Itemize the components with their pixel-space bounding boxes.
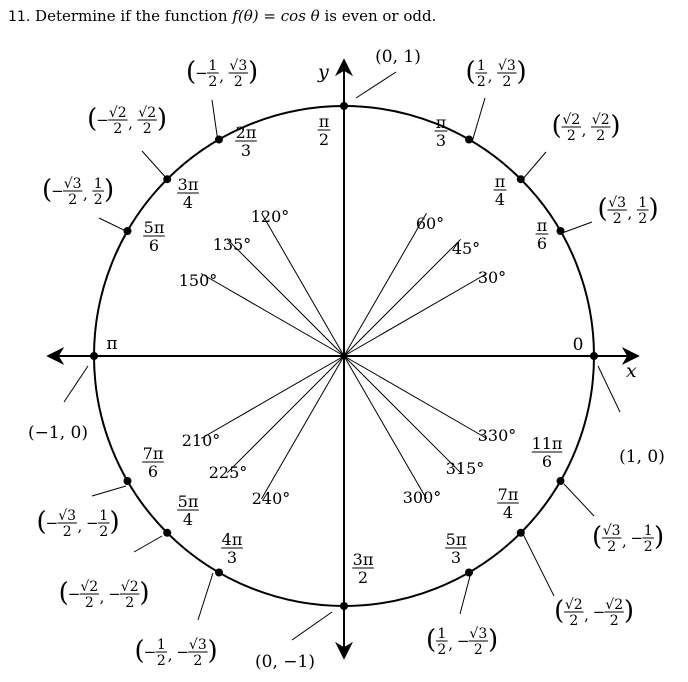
coord-label-330-frac-1-denominator: 2	[643, 539, 653, 555]
coord-label-150-frac-1-denominator: 2	[93, 192, 103, 208]
coord-label-225-comma: ,	[99, 588, 105, 606]
coord-label-330-frac-1-numerator: 1	[643, 523, 653, 539]
radian-label-315-numerator: 7π	[497, 485, 519, 504]
coord-label-45	[552, 111, 621, 144]
radian-label-150-numerator: 5π	[143, 218, 165, 237]
coord-label-45-open-paren: (	[551, 111, 562, 141]
point-0	[590, 352, 598, 360]
ray-240	[262, 356, 345, 499]
coord-label-210-frac-0	[57, 508, 76, 540]
radian-label-300	[445, 530, 467, 567]
problem-function: f(θ) = cos θ	[232, 7, 320, 25]
coord-label-135-frac-1-denominator: 2	[142, 121, 152, 137]
coord-label-330-comma: ,	[621, 532, 627, 550]
radian-label-90-numerator: π	[318, 112, 330, 131]
coord-label-150-close-paren: )	[104, 175, 115, 205]
ray-120	[262, 213, 345, 356]
coord-label-330-frac-1	[642, 523, 654, 555]
radian-label-45-denominator: 4	[494, 190, 506, 209]
radian-label-225-denominator: 4	[182, 510, 194, 529]
coord-label-180: (−1, 0)	[28, 423, 88, 443]
coord-label-135-frac-0	[108, 105, 127, 137]
coord-label-330-frac-0-numerator: √3	[602, 523, 621, 539]
coord-label-135-comma: ,	[128, 114, 133, 132]
coord-label-315-open-paren: (	[554, 596, 565, 626]
radian-label-120	[235, 123, 257, 160]
coord-label-210-close-paren: )	[109, 507, 120, 537]
coord-label-225-minus-0: −	[67, 585, 81, 603]
coord-label-225-frac-1	[120, 579, 139, 611]
coord-label-300-close-paren: )	[488, 625, 499, 655]
point-225	[163, 529, 171, 537]
coord-label-330-close-paren: )	[654, 522, 665, 552]
coord-label-135-frac-0-numerator: √2	[108, 105, 127, 121]
coord-label-210-comma: ,	[77, 517, 83, 535]
radian-label-150-denominator: 6	[148, 236, 160, 255]
leader-line-300	[460, 576, 470, 614]
radian-label-60	[435, 113, 448, 150]
ray-60	[344, 213, 427, 356]
coord-label-210-frac-0-numerator: √3	[58, 508, 77, 524]
coord-label-120-frac-0-numerator: 1	[208, 58, 218, 74]
point-240	[215, 569, 223, 577]
coord-label-60-frac-0-numerator: 1	[476, 58, 486, 74]
degree-label-300: 300°	[402, 488, 442, 507]
leader-line-210	[92, 486, 126, 496]
radian-label-315	[497, 485, 519, 522]
radian-label-330-numerator: 11π	[531, 434, 563, 453]
radian-label-30-denominator: 6	[536, 234, 548, 253]
coord-label-30-frac-1-numerator: 1	[638, 195, 648, 211]
coord-label-300-open-paren: (	[425, 625, 437, 655]
coord-label-210	[36, 507, 119, 540]
point-300	[465, 569, 473, 577]
coord-label-150-minus-0: −	[51, 182, 64, 200]
coord-label-60-frac-0-denominator: 2	[476, 74, 486, 90]
coord-label-30-close-paren: )	[648, 194, 659, 224]
radian-label-45-numerator: π	[494, 172, 506, 191]
coord-label-45-comma: ,	[581, 121, 587, 139]
coord-label-150-frac-0-denominator: 2	[68, 192, 78, 208]
coord-label-315-frac-0-numerator: √2	[564, 597, 583, 613]
coord-label-210-frac-1-numerator: 1	[99, 508, 109, 524]
coord-label-300-frac-1-numerator: √3	[469, 626, 488, 642]
coord-label-240-frac-0	[155, 637, 167, 669]
point-150	[123, 227, 131, 235]
radian-label-120-numerator: 2π	[235, 123, 257, 142]
coord-label-300-frac-0-denominator: 2	[437, 642, 447, 658]
coord-label-300-frac-1-denominator: 2	[473, 642, 483, 658]
coord-label-150-frac-0	[63, 176, 82, 208]
degree-label-30: 30°	[477, 268, 507, 287]
radian-label-210-numerator: 7π	[142, 444, 164, 463]
degree-label-315: 315°	[445, 459, 485, 478]
coord-label-150-frac-1	[92, 176, 104, 208]
coord-label-30-frac-0	[607, 195, 626, 227]
leader-line-315	[522, 532, 554, 596]
coord-label-315	[554, 596, 634, 629]
x-axis-label: x	[626, 360, 637, 382]
coord-label-330	[592, 522, 664, 555]
coord-label-150-frac-1-numerator: 1	[93, 176, 103, 192]
coord-label-90: (0, 1)	[375, 47, 421, 67]
degree-label-225: 225°	[208, 463, 248, 482]
coord-label-315-close-paren: )	[623, 596, 635, 626]
coord-label-120-frac-0-denominator: 2	[208, 74, 218, 90]
ray-300	[344, 356, 427, 499]
ray-30	[344, 274, 487, 357]
leader-line-270	[292, 612, 332, 640]
coord-label-150-open-paren: (	[41, 175, 53, 205]
coord-label-315-frac-0	[564, 597, 583, 629]
coord-label-135-minus-0: −	[96, 111, 109, 129]
coord-label-30-comma: ,	[627, 204, 633, 222]
coord-label-225-frac-1-numerator: √2	[120, 579, 139, 595]
radian-label-45	[494, 172, 507, 209]
coord-label-45-frac-1	[591, 112, 610, 144]
coord-label-60-open-paren: (	[465, 57, 476, 87]
radian-label-240-denominator: 3	[226, 548, 238, 567]
coord-label-300-frac-0	[436, 626, 448, 658]
coord-label-120-comma: ,	[219, 67, 225, 85]
coord-label-240-open-paren: (	[134, 636, 145, 666]
coord-label-45-frac-0	[562, 112, 581, 144]
ray-150	[201, 274, 344, 357]
coord-label-210-frac-1	[98, 508, 110, 540]
leader-line-240	[198, 573, 213, 620]
radian-label-240	[221, 530, 243, 567]
coord-label-120-frac-0	[207, 58, 219, 90]
degree-label-60: 60°	[415, 214, 445, 233]
coord-label-30-frac-1-denominator: 2	[638, 211, 648, 227]
leader-line-330	[564, 484, 594, 516]
radian-label-135-numerator: 3π	[177, 175, 199, 194]
coord-label-210-minus-1: −	[86, 514, 99, 532]
coord-label-240	[134, 636, 217, 669]
radian-label-30-numerator: π	[536, 216, 548, 235]
leader-line-30	[562, 222, 592, 233]
degree-label-210: 210°	[181, 431, 221, 450]
leader-line-90	[356, 72, 396, 98]
coord-label-45-frac-1-numerator: √2	[591, 112, 610, 128]
degree-label-120: 120°	[250, 207, 290, 226]
coord-label-315-frac-0-denominator: 2	[569, 613, 579, 629]
radian-label-90	[318, 112, 331, 149]
coord-label-30-frac-0-numerator: √3	[608, 195, 627, 211]
coord-label-120-frac-1-denominator: 2	[233, 74, 243, 90]
radian-label-315-denominator: 4	[502, 503, 514, 522]
coord-label-60-frac-1-denominator: 2	[502, 74, 512, 90]
ray-135	[227, 239, 344, 356]
coord-label-60-close-paren: )	[516, 57, 527, 87]
coord-label-330-frac-0-denominator: 2	[607, 539, 617, 555]
degree-label-45: 45°	[451, 239, 481, 258]
point-90	[340, 102, 348, 110]
coord-label-30	[597, 194, 658, 227]
point-330	[557, 477, 565, 485]
degree-label-330: 330°	[477, 426, 517, 445]
coord-label-225-frac-0	[80, 579, 99, 611]
coord-label-225-frac-1-denominator: 2	[125, 595, 135, 611]
coord-label-120-open-paren: (	[185, 57, 197, 87]
problem-number: 11.	[8, 9, 31, 25]
problem-text-after: is even or odd.	[324, 7, 437, 25]
radian-label-30	[536, 216, 549, 253]
point-180	[90, 352, 98, 360]
radian-label-210-denominator: 6	[147, 462, 159, 481]
coord-label-315-comma: ,	[584, 606, 589, 624]
coord-label-45-close-paren: )	[610, 111, 621, 141]
coord-label-225-open-paren: (	[58, 578, 69, 608]
radian-label-150	[143, 218, 165, 255]
coord-label-225-frac-0-numerator: √2	[80, 579, 99, 595]
point-120	[215, 135, 223, 143]
coord-label-45-frac-0-numerator: √2	[562, 112, 581, 128]
radian-label-180: π	[106, 334, 118, 354]
coord-label-210-frac-1-denominator: 2	[99, 524, 109, 540]
ray-210	[201, 356, 344, 439]
point-135	[163, 175, 171, 183]
radian-label-135-denominator: 4	[182, 193, 194, 212]
coord-label-225-frac-0-denominator: 2	[84, 595, 94, 611]
coord-label-315-frac-1-denominator: 2	[609, 613, 619, 629]
coord-label-210-frac-0-denominator: 2	[62, 524, 72, 540]
coord-label-30-frac-0-denominator: 2	[612, 211, 622, 227]
leader-line-45	[522, 152, 546, 180]
radian-label-225-numerator: 5π	[177, 492, 199, 511]
ray-330	[344, 356, 487, 439]
coord-label-330-minus-1: −	[630, 529, 644, 547]
coord-label-240-frac-1	[188, 637, 207, 669]
coord-label-150-frac-0-numerator: √3	[63, 176, 82, 192]
radian-label-60-denominator: 3	[435, 131, 447, 150]
radian-label-90-denominator: 2	[318, 130, 330, 149]
coord-label-225-close-paren: )	[139, 578, 150, 608]
degree-label-135: 135°	[212, 235, 252, 254]
coord-label-240-comma: ,	[167, 646, 173, 664]
degree-label-150: 150°	[178, 271, 218, 290]
coord-label-300	[426, 625, 498, 658]
ray-315	[344, 356, 461, 473]
coord-label-330-frac-0	[602, 523, 621, 555]
coord-label-120-frac-1-numerator: √3	[229, 58, 248, 74]
coord-label-210-open-paren: (	[36, 507, 47, 537]
point-60	[465, 135, 473, 143]
radian-label-210	[142, 444, 164, 481]
coord-label-330-open-paren: (	[591, 522, 603, 552]
radian-label-300-denominator: 3	[450, 548, 462, 567]
ray-225	[227, 356, 344, 473]
coord-label-60-comma: ,	[487, 67, 493, 85]
radian-label-225	[177, 492, 199, 529]
coord-label-300-frac-0-numerator: 1	[437, 626, 447, 642]
coord-label-210-minus-0: −	[45, 514, 59, 532]
coord-label-45-frac-0-denominator: 2	[566, 128, 576, 144]
ray-45	[344, 239, 461, 356]
coord-label-240-minus-1: −	[176, 643, 189, 661]
coord-label-240-frac-0-numerator: 1	[156, 637, 166, 653]
coord-label-135-frac-0-denominator: 2	[113, 121, 123, 137]
point-270	[340, 602, 348, 610]
coord-label-315-minus-1: −	[592, 603, 606, 621]
coord-label-120-minus-0: −	[195, 64, 208, 82]
radian-label-270-numerator: 3π	[352, 550, 374, 569]
coord-label-240-frac-0-denominator: 2	[156, 653, 166, 669]
radian-label-0: 0	[572, 335, 584, 355]
leader-line-120	[212, 100, 218, 142]
coord-label-300-minus-1: −	[456, 632, 470, 650]
coord-label-225-minus-1: −	[108, 585, 121, 603]
coord-label-150-comma: ,	[82, 185, 88, 203]
leader-line-60	[472, 98, 485, 142]
coord-label-30-frac-1	[637, 195, 649, 227]
coord-label-0: (1, 0)	[619, 447, 665, 467]
radian-label-330-denominator: 6	[541, 452, 553, 471]
coord-label-120-frac-1	[229, 58, 248, 90]
point-210	[123, 477, 131, 485]
leader-line-225	[134, 536, 162, 552]
coord-label-270: (0, −1)	[255, 652, 315, 672]
coord-label-135-close-paren: )	[156, 104, 168, 134]
coord-label-135-open-paren: (	[87, 104, 98, 134]
coord-label-150	[42, 175, 114, 208]
point-30	[557, 227, 565, 235]
coord-label-240-minus-0: −	[143, 643, 157, 661]
radian-label-270	[352, 550, 374, 587]
leader-line-180	[64, 366, 88, 402]
coord-label-135-frac-1-numerator: √2	[138, 105, 157, 121]
coord-label-315-frac-1-numerator: √2	[605, 597, 624, 613]
radian-label-135	[177, 175, 199, 212]
radian-label-120-denominator: 3	[240, 141, 252, 160]
coord-label-120	[186, 57, 258, 90]
point-315	[517, 529, 525, 537]
radian-label-270-denominator: 2	[357, 568, 369, 587]
y-axis-label: y	[318, 61, 329, 83]
coord-label-60	[465, 57, 526, 90]
coord-label-60-frac-0	[475, 58, 487, 90]
coord-label-240-frac-1-denominator: 2	[193, 653, 203, 669]
coord-label-225	[59, 578, 150, 611]
coord-label-135	[87, 104, 167, 137]
degree-label-240: 240°	[251, 489, 291, 508]
problem-text-before: Determine if the function	[35, 7, 228, 25]
coord-label-300-frac-1	[469, 626, 488, 658]
coord-label-60-frac-1-numerator: √3	[497, 58, 516, 74]
coord-label-300-comma: ,	[448, 635, 454, 653]
coord-label-315-frac-1	[605, 597, 624, 629]
radian-label-330	[532, 434, 563, 471]
coord-label-120-close-paren: )	[248, 57, 259, 87]
coord-label-240-frac-1-numerator: √3	[188, 637, 207, 653]
leader-line-0	[598, 366, 620, 412]
radian-label-60-numerator: π	[435, 113, 447, 132]
coord-label-60-frac-1	[497, 58, 516, 90]
radian-label-240-numerator: 4π	[221, 530, 243, 549]
coord-label-45-frac-1-denominator: 2	[596, 128, 606, 144]
radian-label-300-numerator: 5π	[445, 530, 467, 549]
coord-label-30-open-paren: (	[597, 194, 608, 224]
point-45	[517, 175, 525, 183]
coord-label-240-close-paren: )	[207, 636, 218, 666]
coord-label-135-frac-1	[138, 105, 157, 137]
leader-line-135	[142, 151, 168, 180]
